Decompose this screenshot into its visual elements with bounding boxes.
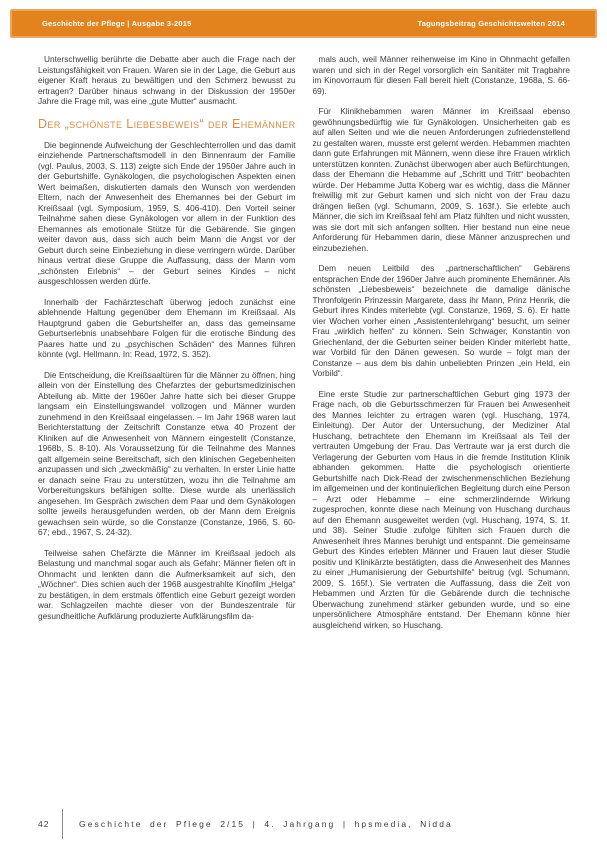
footer-journal-line: Geschichte der Pflege 2/15 | 4. Jahrgang | hpsmedia, Nidda [79, 819, 453, 829]
article-body [38, 54, 570, 803]
footer-divider [62, 809, 63, 839]
paragraph-intro: Unterschwellig berührte die Debatte aber auch die Frage nach der Leistungsfähigkeit von Frauen. Waren sie in der Lage, die Geburt aus eigener Kraft heraus zu bewältigen und den Schmerz bewusst zu ertragen? Darüber hinaus schwang in der Diskussion der 1950er Jahre die Frage mit, was eine „gute Mutter“ ausmacht. [38, 54, 296, 106]
section-heading: Der „schönste Liebesbeweis“ der Ehemänner [38, 116, 296, 131]
page-footer [38, 809, 569, 839]
right-column [313, 54, 571, 803]
paragraph: Dem neuen Leitbild des „partnerschaftlichen“ Gebärens entsprachen Ende der 1960er Jahre auch prominente Ehemänner. Als schönsten „Liebesbeweis“ bezeichnete die damalige dänische Thronfolgerin Prinzessin Margarete, dass ihr Mann, Prinz Henrik, die Geburt ihres Kindes miterlebte (vgl. Constanze, 1969, S. 6). Er hatte vier Wochen vorher einen „Assistentenlehrgang“ besucht, um seiner Frau „wirklich helfen“ zu können. Sein Schwager, Konstantin von Griechenland, der die Geburten seiner beiden Kinder miterlebt hatte, war Vorbild für den Dänen gewesen. So wurde – folgt man der Constanze – aus dem bis dahin unbeliebten Prinzen „ein Held, ein Vorbild“. [312, 263, 570, 378]
paragraph: Die beginnende Aufweichung der Geschlechterrollen und das damit einziehende Partnerschaftsmodell in den Binnenraum der Familie (vgl. Paulus, 2003, S. 113) zeigte sich Ende der 1950er Jahre auch in der Geburtshilfe. Gynäkologen, die psychologischen Aspekten einen Wert beimaßen, diskutierten damals den Wunsch von werdenden Eltern, nach der Anwesenheit des Ehemannes bei der Geburt im Kreißsaal (vgl. Symposium, 1959, S. 406-410). Den Vorteil seiner Teilnahme sahen diese Gynäkologen vor allem in der Funktion des Ehemannes als emotionale Stütze für die Gebärende. Sie gingen weiter davon aus, dass sich auch beim Mann die Angst vor der Geburt durch seine Einbeziehung in diese verringern würde. Darüber hinaus vertrat diese Gruppe die Auffassung, dass der Mann vom „schönsten Erlebnis“ – der Geburt seines Kindes – nicht ausgeschlossen werden dürfe. [38, 139, 296, 286]
left-column [38, 54, 296, 803]
page-number: 42 [38, 819, 50, 829]
paragraph: Eine erste Studie zur partnerschaftlichen Geburt ging 1973 der Frage nach, ob die Geburtsschmerzen für Frauen bei Anwesenheit des Mannes leichter zu ertragen waren (vgl. Huschang, 1974, Einleitung). Der Autor der Untersuchung, der Mediziner Atal Huschang, betrachtete den Ehemann im Kreißsaal als Teil der vertrauten Umgebung der Frau. Das Vertraute war ja erst durch die Verlagerung der Geburten vom Haus in die fremde Institution Klinik abhanden gekommen. Hatte die psychologisch orientierte Geburtshilfe nach Dick-Read der zwischenmenschlichen Beziehung im allgemeinen und der kontinuierlichen Begleitung durch eine Person – Arzt oder Hebamme – eine schmerzlindernde Wirkung zugesprochen, konnte diese nach Meinung von Huschang durchaus auf den Ehemann ausgeweitet werden (vgl. Huschang, 1974, S. 1f. und 38). Seiner Studie zufolge fühlten sich Frauen durch die Anwesenheit ihres Mannes beruhigt und entspannt. Die gemeinsame Geburt des Kindes erlebten Männer und Frauen laut dieser Studie positiv und Klinikärzte bestätigten, dass die Anwesenheit des Mannes zu einer „Humanisierung der Geburtshilfe“ beitrug (vgl. Schumann, 2009, S. 165f.). Sie vertraten die Auffassung, dass die Zeit von Hebammen und Ärzten für die Gebärende durch die technische Überwachung zunehmend stärker gebunden wurde, und so eine unpersönlichere Atmosphäre entstand. Der Ehemann könne hier ausgleichend wirken, so Huschang. [312, 388, 570, 630]
paragraph: Innerhalb der Fachärzteschaft überwog jedoch zunächst eine ablehnende Haltung gegenüber dem Ehemann im Kreißsaal. Als Hauptgrund gaben die Geburtshelfer an, dass das gemeinsame Geburtserlebnis unabsehbare Folgen für die erotische Bindung des Paares hatte und zu „psychischen Schäden“ des Mannes führen könnte (vgl. Hellmann. In: Read, 1972, S. 352). [38, 296, 296, 359]
header-article-type: Tagungsbeitrag Geschichtswelten 2014 [417, 19, 565, 28]
paragraph: Teilweise sahen Chefärzte die Männer im Kreißsaal jedoch als Belastung und manchmal sogar auch als Gefahr: Männer fielen oft in Ohnmacht und lenkten dann die Aufmerksamkeit auf sich, den „Wöchner“. Dies schien auch der 1968 ausgestrahlte Kinofilm „Helga“ zu bestätigen, in dem erstmals öffentlich eine Geburt gezeigt worden war. Schlagzeilen machte dieser von der Bundeszentrale für gesundheitliche Aufklärung produzierte Aufklärungsfilm da- [38, 547, 296, 621]
page-header-bar [10, 9, 597, 38]
paragraph: Die Entscheidung, die Kreißsaaltüren für die Männer zu öffnen, hing allein von der Einstellung des Chefarztes der geburtsmedizinischen Abteilung ab. Mitte der 1960er Jahre hatte sich bei dieser Gruppe langsam ein Einstellungswandel vollzogen und Männer wurden zunehmend in den Kreißsaal eingelassen. – Im Jahr 1968 waren laut Berichterstattung der Zeitschrift Constanze etwa 40 Prozent der Kliniken auf die Anwesenheit von Männern eingestellt (Constanze, 1968b, S. 8-10). Als Voraussetzung für die Teilnahme des Mannes galt allgemein seine Bereitschaft, sich den klinischen Gegebenheiten anzupassen und sich „zweckmäßig“ zu verhalten. In erster Linie hatte er danach seine Frau zu unterstützen, wozu ihn die Teilnahme am Vorbereitungskurs befähigen sollte. Diese wurde als unerlässlich angesehen. Im Gespräch zwischen dem Paar und dem Gynäkologen sollte jeweils herausgefunden werden, ob der Mann dem Ereignis gewachsen sein würde, so die Constanze (Constanze, 1966, S. 60-67; ebd., 1967, S. 24-32). [38, 369, 296, 537]
paragraph: Für Klinikhebammen waren Männer im Kreißsaal ebenso gewöhnungsbedürftig wie für Gynäkologen. Unsicherheiten gab es auf allen Seiten und wie die neuen Anforderungen zufriedenstellend zu gestalten waren, musste erst gelernt werden. Hebammen machten dann gute Erfahrungen mit Männern, wenn diese ihre Frauen wirklich unterstützen konnten. Zunächst überwogen aber auch Befürchtungen, dass der Ehemann die Hebamme auf „Schritt und Tritt“ beobachten würde. Der Hebamme Jutta Koberg war es wichtig, dass die Männer freiwillig mit zur Geburt kamen und sich nicht von der Frau dazu drängen ließen (vgl. Schumann, 2009, S. 163f.). Sie erlebte auch Männer, die sich im Kreißsaal fehl am Platz fühlten und nicht wussten, was sie dort mit sich anfangen sollten. Hier bestand nun eine neue Anforderung für Hebammen darin, diese Männer anzusprechen und einzubeziehen. [312, 106, 570, 253]
header-journal-title: Geschichte der Pflege | Ausgabe 3-2015 [42, 19, 192, 28]
paragraph: mals auch, weil Männer reihenweise im Kino in Ohnmacht gefallen waren und sich in der Regel vorsorglich ein Sanitäter mit Tragbahre im Kinovorraum für diesen Fall bereit hielt (Constanze, 1968a, S. 66-69). [312, 54, 570, 96]
